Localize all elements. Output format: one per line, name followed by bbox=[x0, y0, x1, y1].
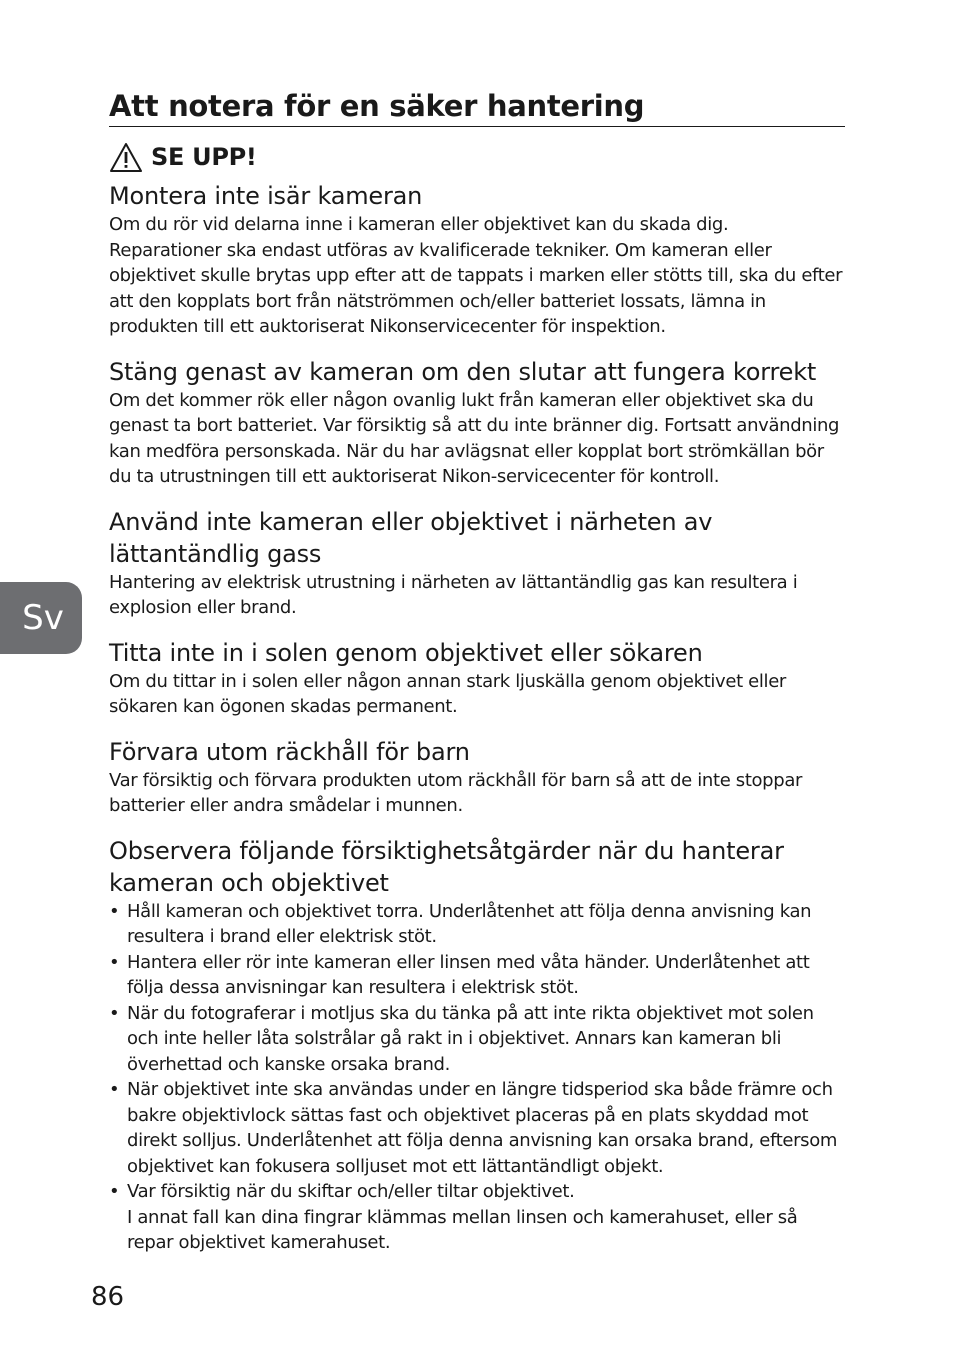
bullet-item bbox=[109, 1179, 845, 1256]
bullet-item bbox=[109, 1077, 845, 1179]
bullet-dot: • bbox=[109, 1079, 120, 1100]
bullet-text: Var försiktig när du skiftar och/eller tiltar objektivet. bbox=[127, 1181, 575, 1202]
section-heading: Montera inte isär kameran bbox=[109, 182, 423, 210]
section-body: Var försiktig och förvara produkten utom räckhåll för barn så att de inte stoppar batterier eller andra smådelar i munnen. bbox=[109, 769, 803, 816]
bullet-list bbox=[109, 899, 845, 1256]
page-number: 86 bbox=[91, 1282, 125, 1312]
section-heading: Använd inte kameran eller objektivet i närheten av lättantändlig gass bbox=[109, 507, 713, 568]
bullet-dot: • bbox=[109, 900, 120, 922]
language-tab: Sv bbox=[0, 582, 82, 654]
section-body: Hantering av elektrisk utrustning i närheten av lättantändlig gas kan resultera i explosion eller brand. bbox=[109, 571, 798, 618]
bullet-text: Hantera eller rör inte kameran eller linsen med våta händer. Underlåtenhet att följa dessa anvisningar kan resultera i elektrisk stöt. bbox=[127, 951, 810, 998]
section-heading: Titta inte in i solen genom objektivet eller sökaren bbox=[109, 638, 703, 667]
bullet-text-continued: I annat fall kan dina fingrar klämmas mellan linsen och kamerahuset, eller så repar objektivet kamerahuset. bbox=[127, 1206, 798, 1253]
section-heading: Stäng genast av kameran om den slutar att fungera korrekt bbox=[109, 357, 817, 386]
warning-header bbox=[109, 139, 257, 175]
bullet-item bbox=[109, 1001, 845, 1078]
section bbox=[109, 356, 845, 490]
bullet-dot: • bbox=[109, 1181, 120, 1202]
section bbox=[109, 637, 845, 720]
section-body: Om det kommer rök eller någon ovanlig lukt från kameran eller objektivet ska du genast ta bort batteriet. Var försiktig så att du inte bränner dig. Fortsatt användning kan medföra personskada. När du har avlägsnat eller kopplat bort strömkällan bör du ta utrustningen till ett auktoriserat Nikon-servicecenter för kontroll. bbox=[109, 389, 840, 487]
bullet-item bbox=[109, 950, 845, 1001]
section bbox=[109, 506, 845, 621]
section-body: Om du tittar in i solen eller någon annan stark ljuskälla genom objektivet eller sökaren kan ögonen skadas permanent. bbox=[109, 670, 786, 717]
section bbox=[109, 835, 845, 1256]
content-area bbox=[109, 180, 845, 1272]
section-heading: Observera följande försiktighetsåtgärder när du hanterar kameran och objektivet bbox=[109, 836, 784, 897]
section-heading: Förvara utom räckhåll för barn bbox=[109, 737, 470, 766]
bullet-text: När du fotograferar i motljus ska du tänka på att inte rikta objektivet mot solen och inte heller låta solstrålar gå rakt in i objektivet. Annars kan kameran bli överhettad och kanske orsaka brand. bbox=[127, 1002, 814, 1075]
bullet-text: När objektivet inte ska användas under en längre tidsperiod ska både främre och bakre objektivlock sättas fast och objektivet placeras på en plats skyddad mot direkt solljus. Underlåtenhet att följa denna anvisning kan orsaka brand, eftersom objektivet kan fokusera solljuset mot ett lättantändligt objekt. bbox=[127, 1079, 838, 1177]
warning-label: SE UPP! bbox=[151, 143, 257, 171]
bullet-dot: • bbox=[109, 951, 120, 973]
bullet-text: Håll kameran och objektivet torra. Underlåtenhet att följa denna anvisning kan resultera i brand eller elektrisk stöt. bbox=[127, 900, 812, 947]
section bbox=[109, 180, 845, 340]
bullet-item bbox=[109, 899, 845, 950]
bullet-dot: • bbox=[109, 1002, 120, 1024]
section-body: Om du rör vid delarna inne i kameran eller objektivet kan du skada dig. Reparationer ska endast utföras av kvalificerade tekniker. Om kameran eller objektivet skulle brytas upp efter att de tappats i marken eller stötts till, ska du efter att den kopplats bort från nätströmmen och/eller batteriet lossats, lämna in produkten till ett auktoriserat Nikonservicecenter för inspektion. bbox=[109, 214, 843, 337]
page-title: Att notera för en säker hantering bbox=[109, 88, 845, 127]
section bbox=[109, 736, 845, 819]
warning-triangle-icon bbox=[109, 142, 143, 173]
